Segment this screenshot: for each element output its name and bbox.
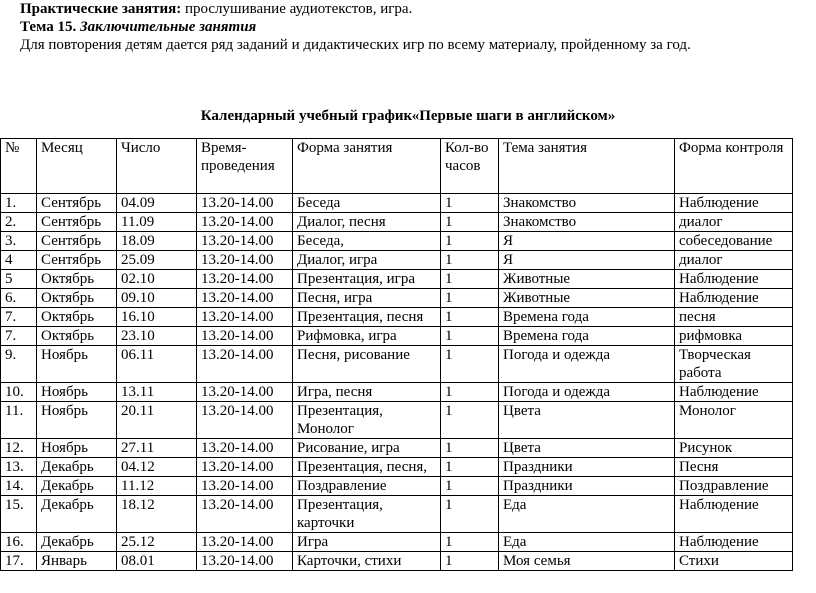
cell-col-topic: Я: [499, 251, 675, 270]
cell-col-month: Октябрь: [37, 308, 117, 327]
cell-col-control: Песня: [675, 458, 793, 477]
cell-col-time: 13.20-14.00: [197, 402, 293, 439]
cell-col-time: 13.20-14.00: [197, 194, 293, 213]
cell-col-date: 11.12: [117, 477, 197, 496]
cell-col-hours: 1: [441, 552, 499, 571]
cell-col-control: Рисунок: [675, 439, 793, 458]
table-row: [1, 383, 793, 402]
cell-col-time: 13.20-14.00: [197, 232, 293, 251]
cell-col-date: 18.12: [117, 496, 197, 533]
cell-col-topic: Погода и одежда: [499, 383, 675, 402]
cell-col-month: Ноябрь: [37, 383, 117, 402]
cell-col-time: 13.20-14.00: [197, 327, 293, 346]
table-row: [1, 552, 793, 571]
header-col-number: №: [1, 139, 37, 194]
table-row: [1, 270, 793, 289]
cell-col-date: 25.09: [117, 251, 197, 270]
cell-col-time: 13.20-14.00: [197, 533, 293, 552]
cell-col-date: 18.09: [117, 232, 197, 251]
table-row: [1, 213, 793, 232]
cell-col-form: Карточки, стихи: [293, 552, 441, 571]
cell-col-month: Октябрь: [37, 270, 117, 289]
cell-col-control: Стихи: [675, 552, 793, 571]
cell-col-date: 02.10: [117, 270, 197, 289]
table-row: [1, 496, 793, 533]
table-row: [1, 308, 793, 327]
cell-col-date: 06.11: [117, 346, 197, 383]
cell-col-form: Беседа: [293, 194, 441, 213]
cell-col-time: 13.20-14.00: [197, 289, 293, 308]
cell-col-hours: 1: [441, 194, 499, 213]
table-row: [1, 458, 793, 477]
cell-col-time: 13.20-14.00: [197, 251, 293, 270]
cell-col-time: 13.20-14.00: [197, 439, 293, 458]
cell-col-number: 6.: [1, 289, 37, 308]
table-row: [1, 289, 793, 308]
cell-col-number: 7.: [1, 308, 37, 327]
cell-col-hours: 1: [441, 458, 499, 477]
cell-col-month: Ноябрь: [37, 402, 117, 439]
cell-col-date: 13.11: [117, 383, 197, 402]
cell-col-form: Презентация, игра: [293, 270, 441, 289]
cell-col-control: Наблюдение: [675, 194, 793, 213]
cell-col-time: 13.20-14.00: [197, 346, 293, 383]
cell-col-month: Сентябрь: [37, 194, 117, 213]
cell-col-number: 13.: [1, 458, 37, 477]
header-col-form: Форма занятия: [293, 139, 441, 194]
practice-text: прослушивание аудиотекстов, игра.: [181, 1, 413, 17]
cell-col-number: 3.: [1, 232, 37, 251]
practice-label: Практические занятия:: [20, 1, 182, 17]
cell-col-month: Январь: [37, 552, 117, 571]
cell-col-number: 1.: [1, 194, 37, 213]
cell-col-topic: Животные: [499, 289, 675, 308]
cell-col-number: 17.: [1, 552, 37, 571]
cell-col-topic: Цвета: [499, 402, 675, 439]
cell-col-date: 04.12: [117, 458, 197, 477]
cell-col-month: Сентябрь: [37, 232, 117, 251]
cell-col-number: 5: [1, 270, 37, 289]
practice-line: [20, 0, 810, 18]
cell-col-form: Рифмовка, игра: [293, 327, 441, 346]
cell-col-number: 7.: [1, 327, 37, 346]
cell-col-time: 13.20-14.00: [197, 383, 293, 402]
cell-col-time: 13.20-14.00: [197, 213, 293, 232]
cell-col-date: 23.10: [117, 327, 197, 346]
cell-col-control: Наблюдение: [675, 270, 793, 289]
cell-col-topic: Я: [499, 232, 675, 251]
table-row: [1, 194, 793, 213]
cell-col-control: собеседование: [675, 232, 793, 251]
cell-col-month: Октябрь: [37, 327, 117, 346]
cell-col-date: 08.01: [117, 552, 197, 571]
schedule-body: [1, 139, 793, 571]
cell-col-hours: 1: [441, 533, 499, 552]
table-row: [1, 251, 793, 270]
cell-col-control: Монолог: [675, 402, 793, 439]
cell-col-topic: Моя семья: [499, 552, 675, 571]
table-row: [1, 346, 793, 383]
cell-col-hours: 1: [441, 213, 499, 232]
cell-col-topic: Времена года: [499, 327, 675, 346]
cell-col-form: Беседа,: [293, 232, 441, 251]
cell-col-form: Презентация, песня,: [293, 458, 441, 477]
cell-col-date: 16.10: [117, 308, 197, 327]
table-row: [1, 477, 793, 496]
cell-col-time: 13.20-14.00: [197, 477, 293, 496]
table-row: [1, 533, 793, 552]
header-col-date: Число: [117, 139, 197, 194]
cell-col-month: Ноябрь: [37, 346, 117, 383]
cell-col-control: рифмовка: [675, 327, 793, 346]
cell-col-control: Наблюдение: [675, 289, 793, 308]
cell-col-month: Октябрь: [37, 289, 117, 308]
header-col-topic: Тема занятия: [499, 139, 675, 194]
cell-col-control: песня: [675, 308, 793, 327]
cell-col-number: 12.: [1, 439, 37, 458]
table-row: [1, 327, 793, 346]
cell-col-date: 25.12: [117, 533, 197, 552]
cell-col-topic: Погода и одежда: [499, 346, 675, 383]
cell-col-hours: 1: [441, 232, 499, 251]
cell-col-time: 13.20-14.00: [197, 552, 293, 571]
cell-col-month: Декабрь: [37, 458, 117, 477]
cell-col-form: Презентация, карточки: [293, 496, 441, 533]
cell-col-hours: 1: [441, 477, 499, 496]
table-header-row: [1, 139, 793, 194]
cell-col-topic: Цвета: [499, 439, 675, 458]
cell-col-topic: Знакомство: [499, 194, 675, 213]
cell-col-month: Декабрь: [37, 477, 117, 496]
table-row: [1, 232, 793, 251]
cell-col-number: 14.: [1, 477, 37, 496]
cell-col-form: Презентация, Монолог: [293, 402, 441, 439]
cell-col-topic: Праздники: [499, 477, 675, 496]
cell-col-hours: 1: [441, 346, 499, 383]
cell-col-date: 20.11: [117, 402, 197, 439]
cell-col-topic: Времена года: [499, 308, 675, 327]
cell-col-month: Декабрь: [37, 533, 117, 552]
cell-col-form: Диалог, игра: [293, 251, 441, 270]
cell-col-control: Творческая работа: [675, 346, 793, 383]
cell-col-control: диалог: [675, 251, 793, 270]
schedule-table: [0, 138, 793, 571]
cell-col-hours: 1: [441, 383, 499, 402]
cell-col-form: Презентация, песня: [293, 308, 441, 327]
cell-col-topic: Знакомство: [499, 213, 675, 232]
cell-col-month: Сентябрь: [37, 251, 117, 270]
topic-line: [20, 18, 810, 36]
cell-col-month: Ноябрь: [37, 439, 117, 458]
cell-col-time: 13.20-14.00: [197, 270, 293, 289]
cell-col-date: 27.11: [117, 439, 197, 458]
table-row: [1, 439, 793, 458]
cell-col-form: Диалог, песня: [293, 213, 441, 232]
cell-col-form: Песня, рисование: [293, 346, 441, 383]
cell-col-hours: 1: [441, 270, 499, 289]
cell-col-number: 9.: [1, 346, 37, 383]
cell-col-number: 4: [1, 251, 37, 270]
description-line: Для повторения детям дается ряд заданий и дидактических игр по всему материалу, пройденному за год.: [20, 37, 691, 53]
cell-col-topic: Животные: [499, 270, 675, 289]
cell-col-form: Рисование, игра: [293, 439, 441, 458]
cell-col-date: 09.10: [117, 289, 197, 308]
header-col-month: Месяц: [37, 139, 117, 194]
cell-col-topic: Еда: [499, 496, 675, 533]
cell-col-control: диалог: [675, 213, 793, 232]
cell-col-hours: 1: [441, 496, 499, 533]
cell-col-hours: 1: [441, 439, 499, 458]
header-col-hours: Кол-во часов: [441, 139, 499, 194]
cell-col-hours: 1: [441, 289, 499, 308]
cell-col-control: Наблюдение: [675, 383, 793, 402]
topic-label: Тема 15.: [20, 19, 77, 35]
cell-col-number: 15.: [1, 496, 37, 533]
cell-col-number: 10.: [1, 383, 37, 402]
cell-col-time: 13.20-14.00: [197, 496, 293, 533]
cell-col-number: 2.: [1, 213, 37, 232]
cell-col-control: Наблюдение: [675, 496, 793, 533]
cell-col-hours: 1: [441, 402, 499, 439]
cell-col-hours: 1: [441, 308, 499, 327]
cell-col-number: 11.: [1, 402, 37, 439]
table-row: [1, 402, 793, 439]
schedule-caption: Календарный учебный график«Первые шаги в английском»: [200, 108, 616, 124]
cell-col-time: 13.20-14.00: [197, 458, 293, 477]
header-col-control: Форма контроля: [675, 139, 793, 194]
cell-col-hours: 1: [441, 327, 499, 346]
cell-col-month: Сентябрь: [37, 213, 117, 232]
cell-col-time: 13.20-14.00: [197, 308, 293, 327]
cell-col-date: 04.09: [117, 194, 197, 213]
cell-col-hours: 1: [441, 251, 499, 270]
cell-col-topic: Еда: [499, 533, 675, 552]
cell-col-number: 16.: [1, 533, 37, 552]
topic-title: Заключительные занятия: [79, 19, 257, 35]
cell-col-form: Песня, игра: [293, 289, 441, 308]
cell-col-month: Декабрь: [37, 496, 117, 533]
cell-col-control: Поздравление: [675, 477, 793, 496]
cell-col-date: 11.09: [117, 213, 197, 232]
cell-col-form: Поздравление: [293, 477, 441, 496]
cell-col-control: Наблюдение: [675, 533, 793, 552]
intro-block: [20, 0, 810, 54]
cell-col-form: Игра: [293, 533, 441, 552]
header-col-time: Время-проведения: [197, 139, 293, 194]
cell-col-form: Игра, песня: [293, 383, 441, 402]
cell-col-topic: Праздники: [499, 458, 675, 477]
